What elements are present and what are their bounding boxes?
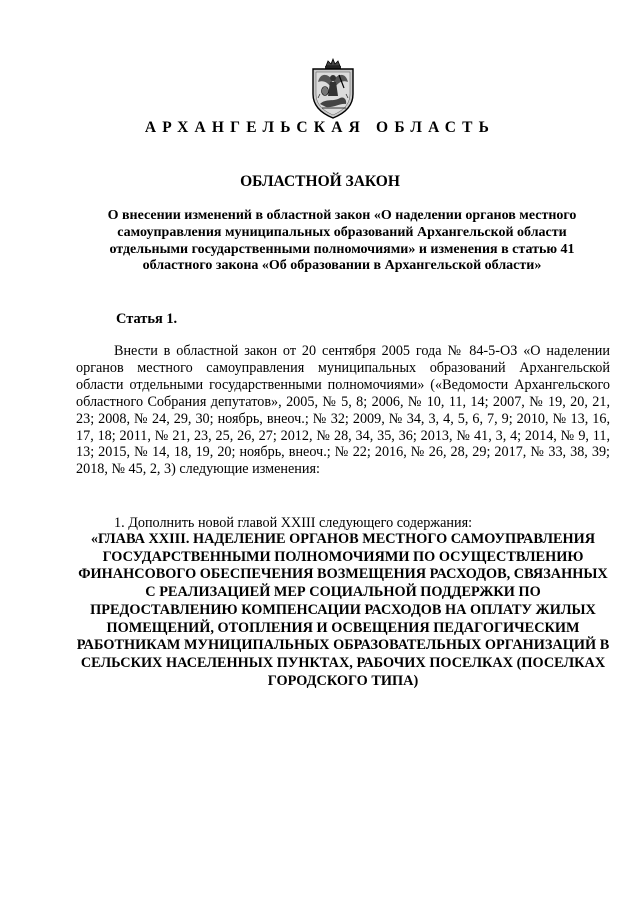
- law-type: ОБЛАСТНОЙ ЗАКОН: [240, 173, 400, 190]
- chapter-title: «ГЛАВА XXIII. НАДЕЛЕНИЕ ОРГАНОВ МЕСТНОГО САМОУПРАВЛЕНИЯ ГОСУДАРСТВЕННЫМИ ПОЛНОМОЧИЯМИ ПО ОСУЩЕСТВЛЕНИЮ ФИНАНСОВОГО ОБЕСПЕЧЕНИЯ ВОЗМЕЩЕНИЯ РАСХОДОВ, СВЯЗАННЫХ С РЕАЛИЗАЦИЕЙ МЕР СОЦИАЛЬНОЙ ПОДДЕРЖКИ ПО ПРЕДОСТАВЛЕНИЮ КОМПЕНСАЦИИ РАСХОДОВ НА ОПЛАТУ ЖИЛЫХ ПОМЕЩЕНИЙ, ОТОПЛЕНИЯ И ОСВЕЩЕНИЯ ПЕДАГОГИЧЕСКИМ РАБОТНИКАМ МУНИЦИПАЛЬНЫХ ОБРАЗОВАТЕЛЬНЫХ ОРГАНИЗАЦИЙ В СЕЛЬСКИХ НАСЕЛЕННЫХ ПУНКТАХ, РАБОЧИХ ПОСЕЛКАХ (ПОСЕЛКАХ ГОРОДСКОГО ТИПА): [76, 531, 610, 689]
- coat-of-arms-icon: [306, 58, 360, 120]
- region-name: АРХАНГЕЛЬСКАЯ ОБЛАСТЬ: [144, 119, 496, 136]
- item-1-text: 1. Дополнить новой главой XXIII следующего содержания:: [114, 515, 473, 531]
- article-heading: Статья 1.: [116, 311, 178, 327]
- law-title: О внесении изменений в областной закон «О наделении органов местного самоуправления муниципальных образований Архангельской области отдельными государственными полномочиями» и изменения в статью 41 областного закона «Об образовании в Архангельской области»: [107, 208, 577, 274]
- article-body: Внести в областной закон от 20 сентября 2005 года № 84-5-ОЗ «О наделении органов местного самоуправления муниципальных образований Архангельской области отдельными государственными полномочиями» («Ведомости Архангельского областного Собрания депутатов», 2005, № 5, 8; 2006, № 10, 11, 14; 2007, № 19, 20, 21, 23; 2008, № 24, 29, 30; ноябрь, внеоч.; № 32; 2009, № 34, 3, 4, 5, 6, 7, 9; 2010, № 13, 16, 17, 18; 2011, № 21, 23, 25, 26, 27; 2012, № 28, 34, 35, 36; 2013, № 41, 3, 4; 2014, № 9, 11, 13; 2015, № 14, 18, 19, 20; ноябрь, внеоч.; № 22; 2016, № 26, 28, 29; 2017, № 33, 38, 39; 2018, № 45, 2, 3) следующие изменения:: [76, 343, 610, 478]
